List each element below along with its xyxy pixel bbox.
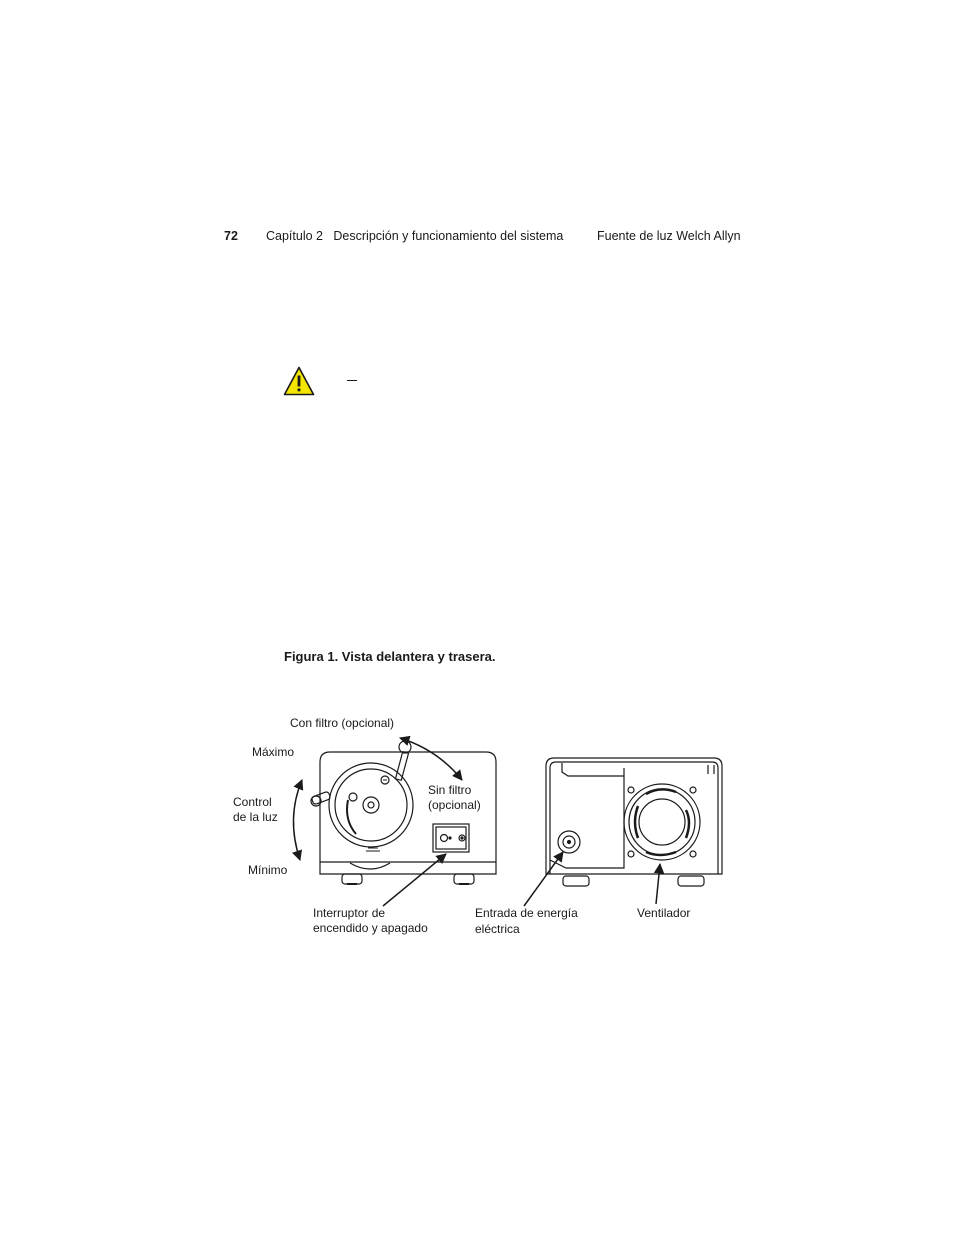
label-ventilador: Ventilador	[637, 906, 691, 920]
label-sin-filtro-line1: Sin filtro	[428, 783, 472, 797]
label-con-filtro: Con filtro (opcional)	[290, 716, 395, 730]
rear-view	[546, 758, 722, 886]
running-header	[0, 229, 954, 247]
warning-triangle-icon	[283, 366, 315, 396]
label-minimo: Mínimo	[248, 863, 288, 877]
label-maximo: Máximo	[252, 745, 295, 759]
label-entrada-line1: Entrada de energía	[475, 906, 578, 920]
label-control-line1: Control	[233, 795, 272, 809]
label-interruptor-line2: encendido y apagado	[313, 921, 428, 935]
label-control-line2: de la luz	[233, 810, 278, 824]
label-entrada-line2: eléctrica	[475, 922, 520, 936]
warning-dash	[347, 380, 357, 381]
figure-caption: Figura 1. Vista delantera y trasera.	[284, 649, 496, 664]
chapter-title: Capítulo 2 Descripción y funcionamiento del sistema	[266, 229, 564, 243]
page-number: 72	[224, 229, 238, 243]
label-sin-filtro-line2: (opcional)	[428, 798, 481, 812]
product-name: Fuente de luz Welch Allyn	[597, 229, 741, 243]
label-interruptor-line1: Interruptor de	[313, 906, 386, 920]
